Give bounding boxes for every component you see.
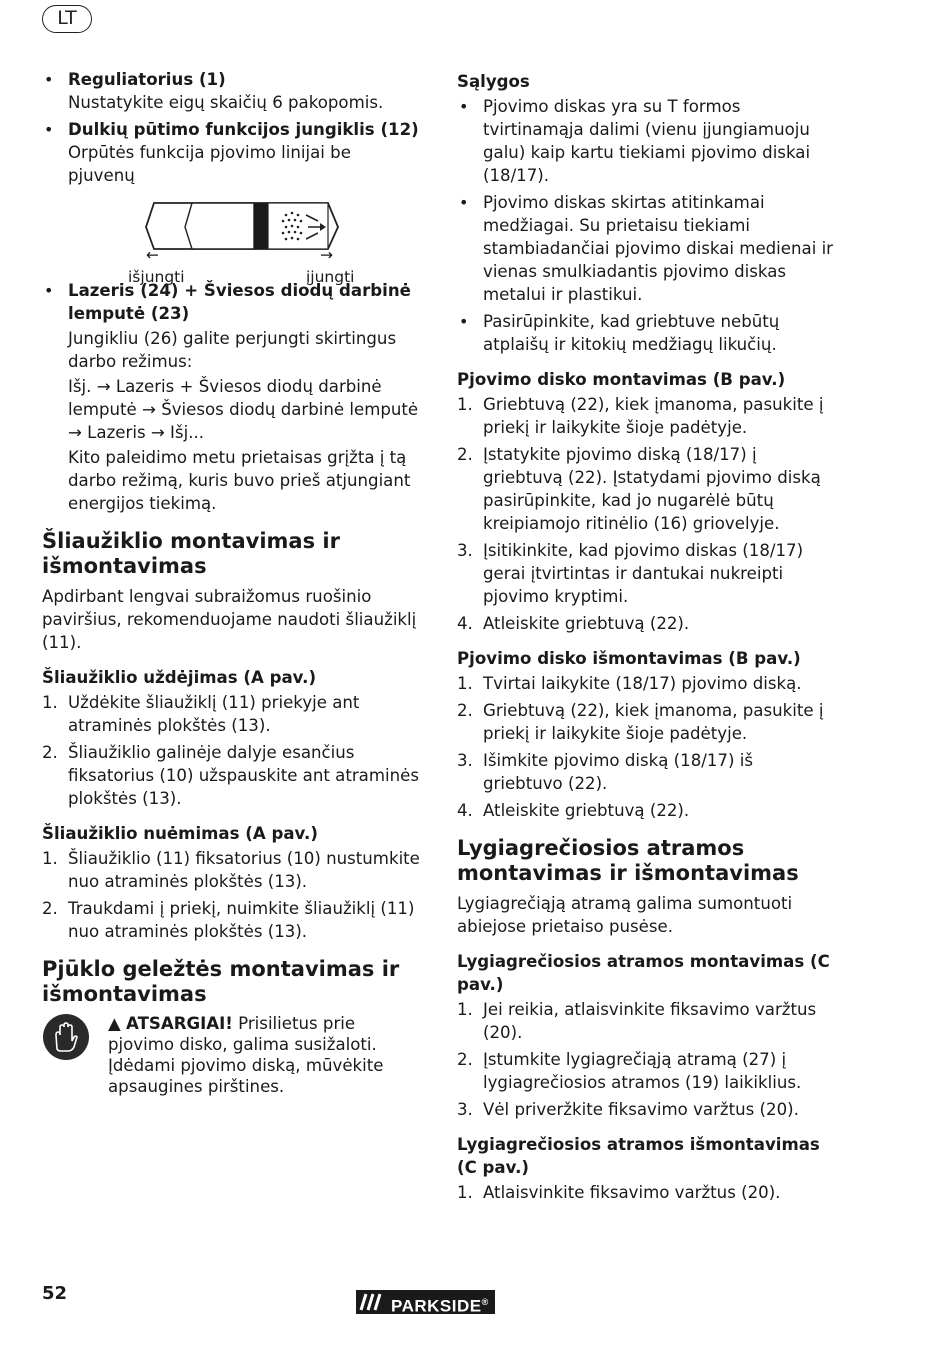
page-number: 52 bbox=[42, 1283, 68, 1304]
item-number: 2. bbox=[42, 899, 58, 918]
list-item bbox=[457, 612, 837, 635]
bullet-text: Pasirūpinkite, kad griebtuve nebūtų atplaišų ir kitokių medžiagų likučių. bbox=[483, 312, 780, 354]
item-text: Griebtuvą (22), kiek įmanoma, pasukite į priekį ir laikykite šioje padėtyje. bbox=[483, 395, 824, 437]
list-item bbox=[457, 393, 837, 439]
list-item bbox=[42, 741, 422, 810]
item-number: 1. bbox=[42, 849, 58, 868]
bullet-regulator bbox=[42, 68, 422, 114]
list-item bbox=[42, 847, 422, 893]
item-number: 4. bbox=[457, 614, 473, 633]
section-title: Pjūklo geležtės montavimas ir išmontavimas bbox=[42, 957, 400, 1006]
list-item bbox=[457, 1181, 837, 1204]
bullet-title: Lazeris (24) + Šviesos diodų darbinė lemputė (23) bbox=[68, 281, 411, 323]
list-item bbox=[457, 443, 837, 535]
subsection-title: Sąlygos bbox=[457, 72, 530, 91]
bullet-text: Nustatykite eigų skaičių 6 pakopomis. bbox=[68, 93, 384, 112]
warning-title: ATSARGIAI! bbox=[126, 1014, 233, 1033]
logo-wordmark bbox=[388, 1290, 495, 1314]
list-item bbox=[42, 691, 422, 737]
bullet-dot: • bbox=[459, 312, 469, 331]
warning-body: Prisilietus prie pjovimo disko, galima susižaloti. Įdėdami pjovimo diską, mūvėkite apsaugines pirštines. bbox=[108, 1014, 384, 1096]
item-text: Šliaužiklio galinėje dalyje esančius fiksatorius (10) užspauskite ant atraminės plokštės (13). bbox=[68, 743, 419, 808]
switch-illustration bbox=[42, 191, 422, 255]
item-text: Įstumkite lygiagrečiąją atramą (27) į lygiagrečiosios atramos (19) laikiklius. bbox=[483, 1050, 802, 1092]
item-number: 2. bbox=[457, 701, 473, 720]
item-text: Atleiskite griebtuvą (22). bbox=[483, 614, 690, 633]
item-number: 2. bbox=[457, 1050, 473, 1069]
condition-item bbox=[457, 310, 837, 356]
item-text: Šliaužiklio (11) fiksatorius (10) nustumkite nuo atraminės plokštės (13). bbox=[68, 849, 420, 891]
bullet-text: Išj. → Lazeris + Šviesos diodų darbinė lemputė → Šviesos diodų darbinė lemputė → Lazeris → Išj... bbox=[68, 377, 419, 442]
bullet-dot: • bbox=[459, 97, 469, 116]
subsection-title: Šliaužiklio nuėmimas (A pav.) bbox=[42, 824, 318, 843]
item-text: Įstatykite pjovimo diską (18/17) į griebtuvą (22). Įstatydami pjovimo diską pasirūpinkite, kad jo nugarėlė būtų kreipiamojo ritinėlio (16) griovelyje. bbox=[483, 445, 821, 533]
warning-block bbox=[42, 1013, 422, 1103]
registered-mark: ® bbox=[481, 1297, 489, 1307]
gloves-icon bbox=[42, 1013, 90, 1061]
item-text: Atleiskite griebtuvą (22). bbox=[483, 801, 690, 820]
bullet-dot: • bbox=[459, 193, 469, 212]
section-intro: Lygiagrečiąją atramą galima sumontuoti abiejose prietaiso pusėse. bbox=[457, 894, 793, 936]
item-number: 1. bbox=[42, 693, 58, 712]
item-text: Išimkite pjovimo diską (18/17) iš griebtuvo (22). bbox=[483, 751, 753, 793]
item-text: Griebtuvą (22), kiek įmanoma, pasukite į priekį ir laikykite šioje padėtyje. bbox=[483, 701, 824, 743]
bullet-text: Jungikliu (26) galite perjungti skirtingus darbo režimus: bbox=[68, 329, 397, 371]
list-item bbox=[42, 897, 422, 943]
on-arrow: → bbox=[320, 246, 333, 264]
bullet-dot: • bbox=[44, 120, 54, 139]
list-item bbox=[457, 749, 837, 795]
item-text: Traukdami į priekį, nuimkite šliaužiklį (11) nuo atraminės plokštės (13). bbox=[68, 899, 415, 941]
item-number: 3. bbox=[457, 751, 473, 770]
subsection-title: Lygiagrečiosios atramos išmontavimas (C pav.) bbox=[457, 1135, 820, 1177]
list-item bbox=[457, 1048, 837, 1094]
subsection-title: Pjovimo disko montavimas (B pav.) bbox=[457, 370, 786, 389]
item-number: 1. bbox=[457, 1000, 473, 1019]
switch-diagram bbox=[42, 191, 422, 287]
item-number: 2. bbox=[457, 445, 473, 464]
bullet-title: Reguliatorius (1) bbox=[68, 70, 226, 89]
item-text: Įsitikinkite, kad pjovimo diskas (18/17) gerai įtvirtintas ir dantukai nukreipti pjovimo kryptimi. bbox=[483, 541, 804, 606]
language-badge: LT bbox=[42, 5, 92, 33]
logo-slashes-icon bbox=[356, 1290, 388, 1314]
list-item bbox=[457, 672, 837, 695]
list-item bbox=[457, 1098, 837, 1121]
item-number: 1. bbox=[457, 1183, 473, 1202]
warning-text bbox=[108, 1013, 408, 1097]
bullet-laser-led bbox=[42, 279, 422, 515]
item-text: Atlaisvinkite fiksavimo varžtus (20). bbox=[483, 1183, 781, 1202]
condition-item bbox=[457, 95, 837, 187]
item-text: Tvirtai laikykite (18/17) pjovimo diską. bbox=[483, 674, 802, 693]
section-title: Šliaužiklio montavimas ir išmontavimas bbox=[42, 529, 340, 578]
list-item bbox=[457, 699, 837, 745]
item-number: 1. bbox=[457, 395, 473, 414]
bullet-text: Orpūtės funkcija pjovimo linijai be pjuvenų bbox=[68, 143, 351, 185]
bullet-text: Pjovimo diskas yra su T formos tvirtinamąja dalimi (vienu įjungiamuoju galu) kaip kartu tiekiami pjovimo diskai (18/17). bbox=[483, 97, 811, 185]
left-column bbox=[42, 68, 422, 1103]
off-arrow: ← bbox=[146, 246, 159, 264]
item-number: 2. bbox=[42, 743, 58, 762]
right-column bbox=[457, 68, 837, 1208]
list-item bbox=[457, 539, 837, 608]
bullet-dot: • bbox=[44, 70, 54, 89]
subsection-title: Pjovimo disko išmontavimas (B pav.) bbox=[457, 649, 801, 668]
warning-triangle-icon: ▲ bbox=[108, 1014, 121, 1033]
brand-name: PARKSIDE bbox=[391, 1296, 482, 1316]
item-text: Jei reikia, atlaisvinkite fiksavimo varžtus (20). bbox=[483, 1000, 817, 1042]
item-text: Uždėkite šliaužiklį (11) priekyje ant atraminės plokštės (13). bbox=[68, 693, 360, 735]
bullet-text: Pjovimo diskas skirtas atitinkamai medžiagai. Su prietaisu tiekiami stambiadančiai pjovimo diskai medienai ir vienas smulkiadantis pjovimo diskas metalui ir plastikui. bbox=[483, 193, 834, 304]
list-item bbox=[457, 799, 837, 822]
parkside-logo bbox=[356, 1290, 495, 1314]
bullet-dust-blower bbox=[42, 118, 422, 187]
on-label: įjungti bbox=[306, 268, 355, 286]
bullet-title: Dulkių pūtimo funkcijos jungiklis (12) bbox=[68, 120, 419, 139]
condition-item bbox=[457, 191, 837, 306]
section-intro: Apdirbant lengvai subraižomus ruošinio paviršius, rekomenduojame naudoti šliaužiklį (11). bbox=[42, 587, 417, 652]
item-number: 3. bbox=[457, 541, 473, 560]
off-label: išjungti bbox=[128, 268, 185, 286]
bullet-dot: • bbox=[44, 281, 54, 300]
item-number: 1. bbox=[457, 674, 473, 693]
item-text: Vėl priveržkite fiksavimo varžtus (20). bbox=[483, 1100, 799, 1119]
bullet-text: Kito paleidimo metu prietaisas grįžta į tą darbo režimą, kuris buvo prieš atjungiant energijos tiekimą. bbox=[68, 448, 411, 513]
subsection-title: Šliaužiklio uždėjimas (A pav.) bbox=[42, 668, 317, 687]
item-number: 3. bbox=[457, 1100, 473, 1119]
subsection-title: Lygiagrečiosios atramos montavimas (C pav.) bbox=[457, 952, 830, 994]
section-title: Lygiagrečiosios atramos montavimas ir išmontavimas bbox=[457, 836, 799, 885]
list-item bbox=[457, 998, 837, 1044]
item-number: 4. bbox=[457, 801, 473, 820]
